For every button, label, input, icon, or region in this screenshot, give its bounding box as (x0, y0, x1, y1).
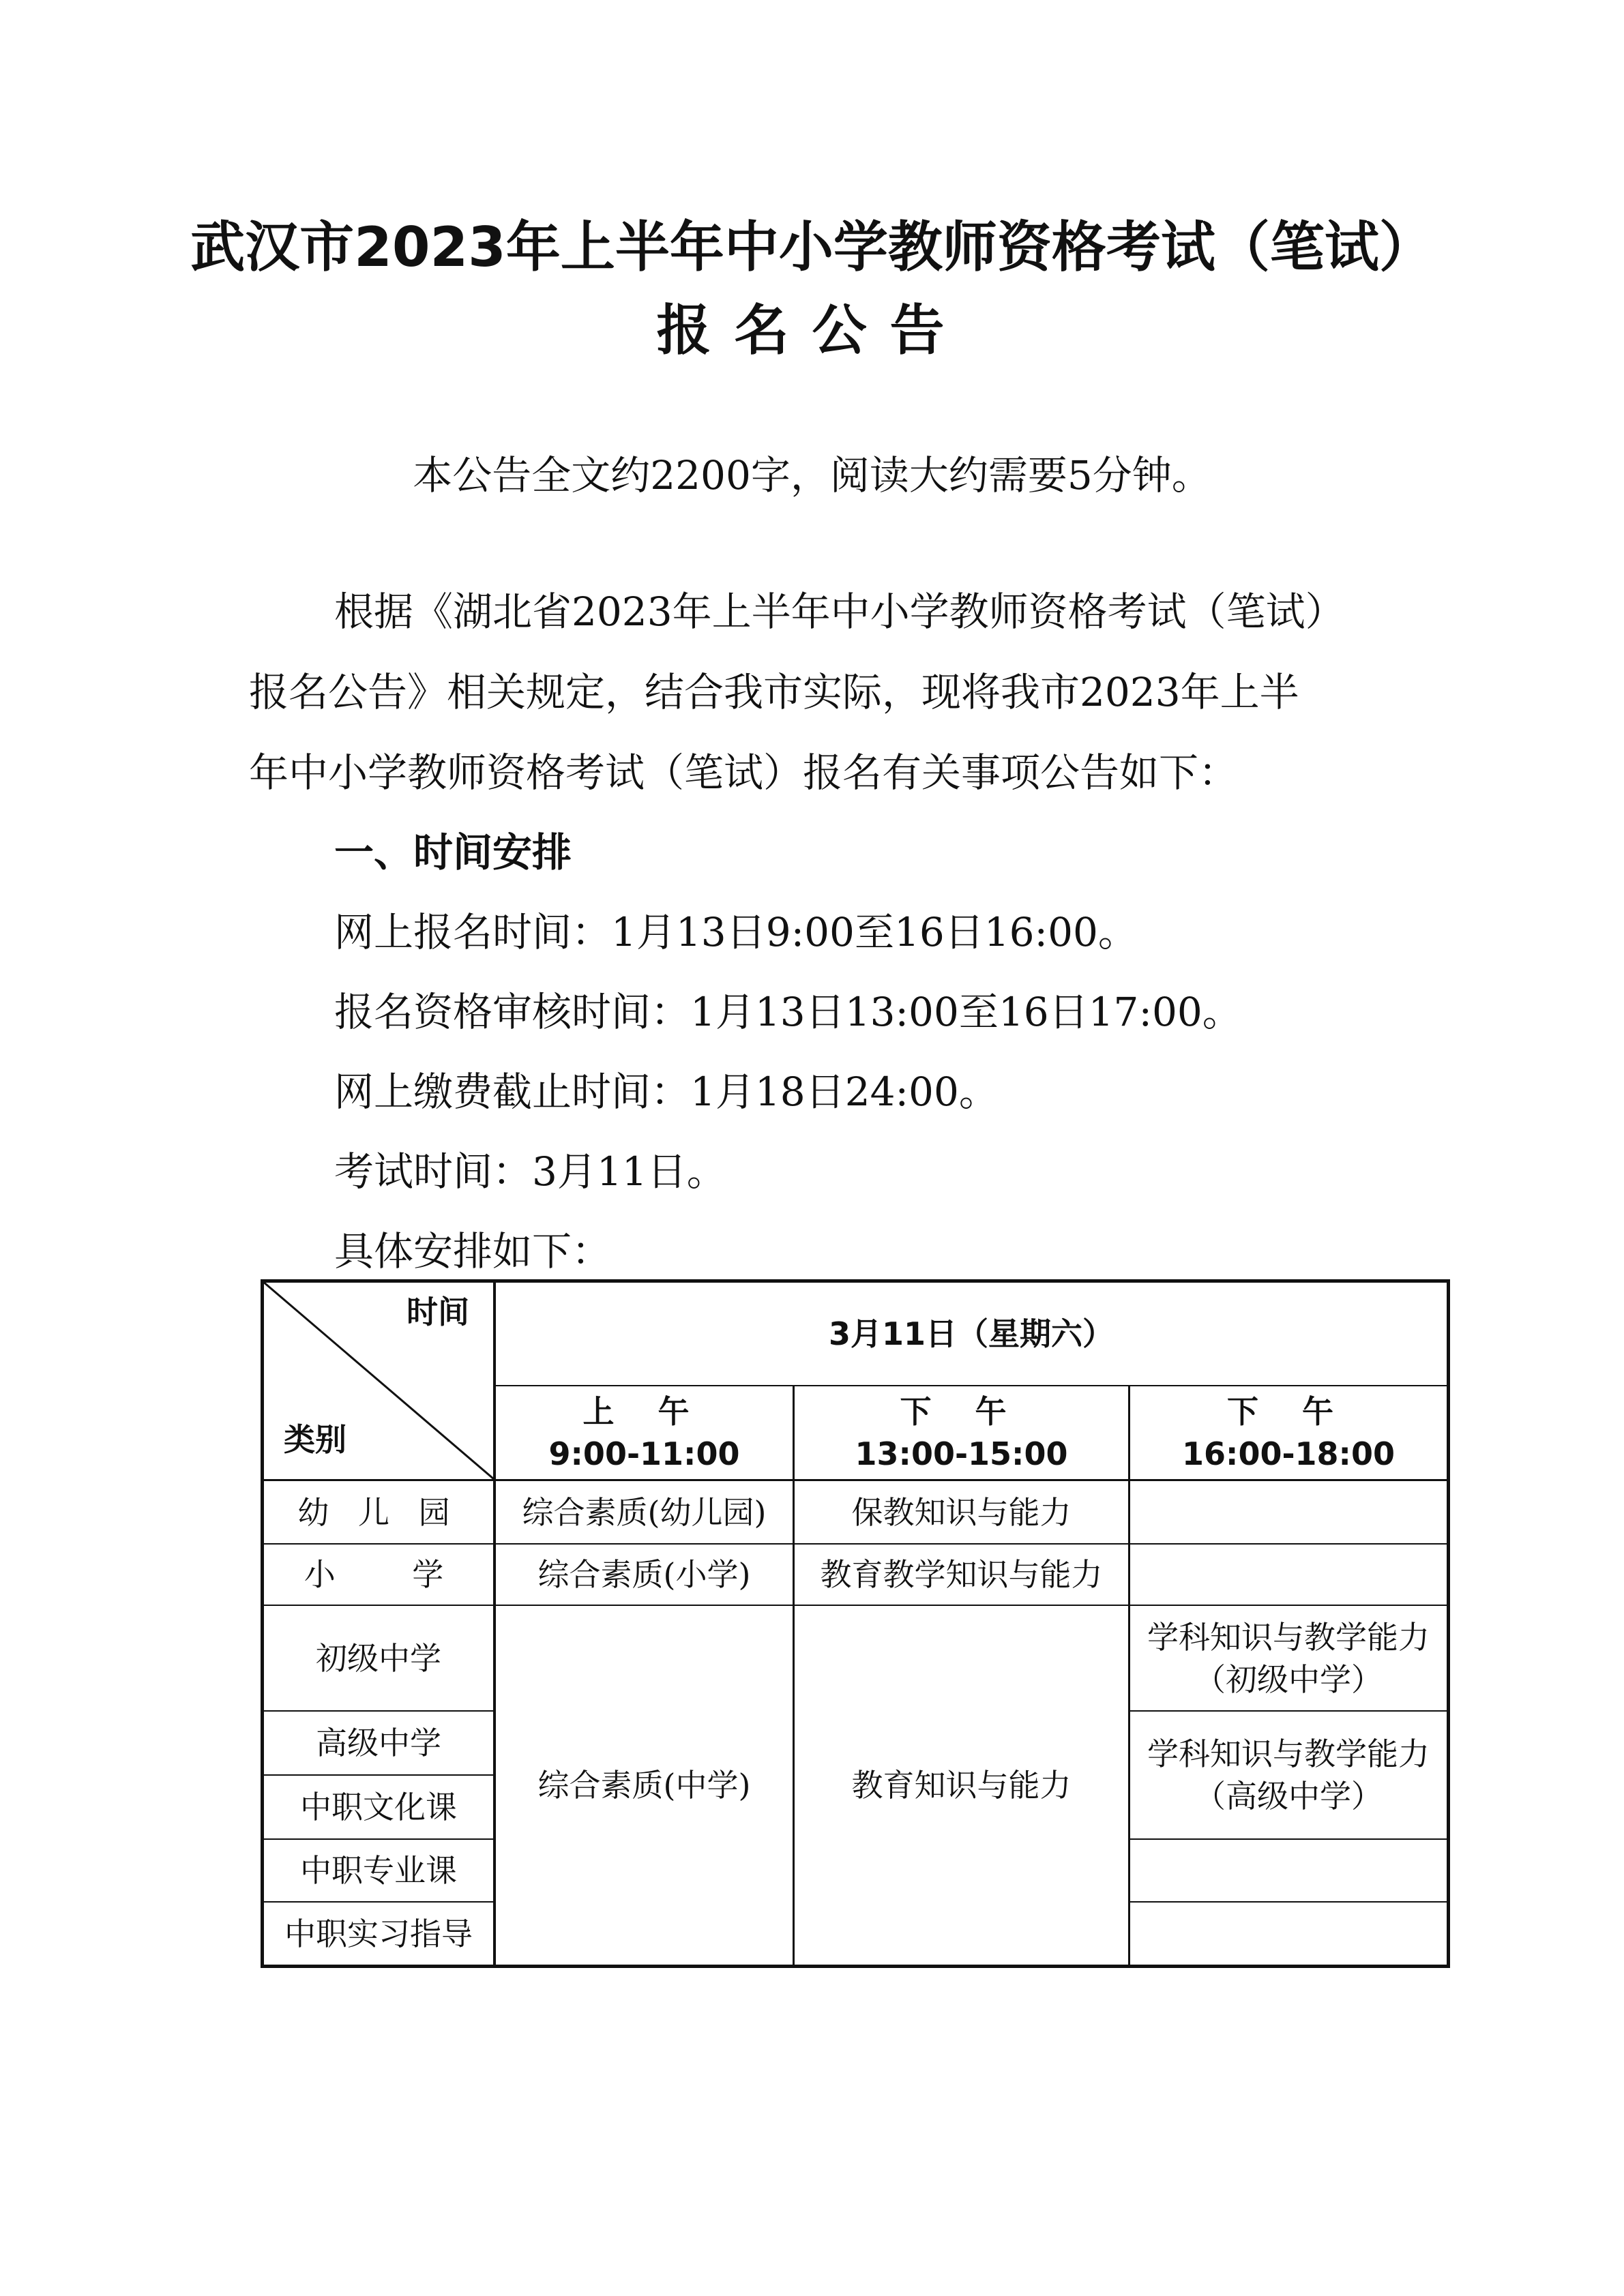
session-name: 下 午 (900, 1393, 1023, 1430)
schedule-item-qualification-review: 报名资格审核时间：1月13日13:00至16日17:00。 (334, 989, 1242, 1035)
session-afternoon-1 (795, 1386, 1128, 1479)
session-morning (496, 1386, 793, 1479)
subject-kindergarten-am: 综合素质(幼儿园) (522, 1493, 767, 1531)
section-heading: 一、时间安排 (334, 829, 572, 876)
category-vocational-practice: 中职实习指导 (284, 1915, 473, 1952)
intro-line-1: 根据《湖北省2023年上半年中小学教师资格考试（笔试） (334, 588, 1345, 635)
subject-middle-am: 综合素质(中学) (537, 1767, 751, 1804)
category-primary: 小 学 (304, 1556, 454, 1593)
category-kindergarten: 幼 儿 园 (297, 1493, 460, 1531)
session-time: 16:00-18:00 (1182, 1435, 1395, 1472)
schedule-item-online-registration: 网上报名时间：1月13日9:00至16日16:00。 (334, 909, 1138, 955)
subject-junior-pm2: 学科知识与教学能力（初级中学） (1147, 1618, 1430, 1698)
subject-primary-pm1: 教育教学知识与能力 (820, 1556, 1103, 1593)
schedule-item-exam-date: 考试时间：3月11日。 (334, 1148, 726, 1195)
category-senior-middle: 高级中学 (316, 1725, 441, 1761)
header-category-label: 类别 (284, 1421, 346, 1458)
category-vocational-general: 中职文化课 (300, 1789, 457, 1825)
session-time: 9:00-11:00 (548, 1435, 740, 1472)
intro-line-2: 报名公告》相关规定，结合我市实际，现将我市2023年上半 (249, 669, 1299, 715)
session-time: 13:00-15:00 (855, 1435, 1068, 1472)
intro-line-3: 年中小学教师资格考试（笔试）报名有关事项公告如下： (249, 749, 1239, 796)
subject-primary-am: 综合素质(小学) (537, 1556, 751, 1593)
category-vocational-professional: 中职专业课 (300, 1852, 457, 1889)
schedule-item-arrangement: 具体安排如下： (334, 1228, 612, 1274)
subject-senior-pm2: 学科知识与教学能力（高级中学） (1147, 1735, 1430, 1815)
session-name: 上 午 (582, 1393, 706, 1430)
subject-middle-pm1: 教育知识与能力 (851, 1767, 1072, 1804)
session-afternoon-2 (1130, 1386, 1447, 1479)
schedule-item-payment-deadline: 网上缴费截止时间：1月18日24:00。 (334, 1069, 999, 1115)
header-time-label: 时间 (407, 1294, 469, 1330)
page-title: 武汉市2023年上半年中小学教师资格考试（笔试） (190, 215, 1434, 279)
category-junior-middle: 初级中学 (316, 1639, 441, 1677)
session-name: 下 午 (1226, 1393, 1350, 1430)
reading-notice: 本公告全文约2200字，阅读大约需要5分钟。 (413, 452, 1211, 498)
exam-schedule-table (261, 1279, 1450, 1968)
subject-kindergarten-pm1: 保教知识与能力 (851, 1493, 1072, 1531)
header-date: 3月11日（星期六） (828, 1315, 1114, 1352)
page-subtitle: 报名公告 (656, 299, 968, 362)
